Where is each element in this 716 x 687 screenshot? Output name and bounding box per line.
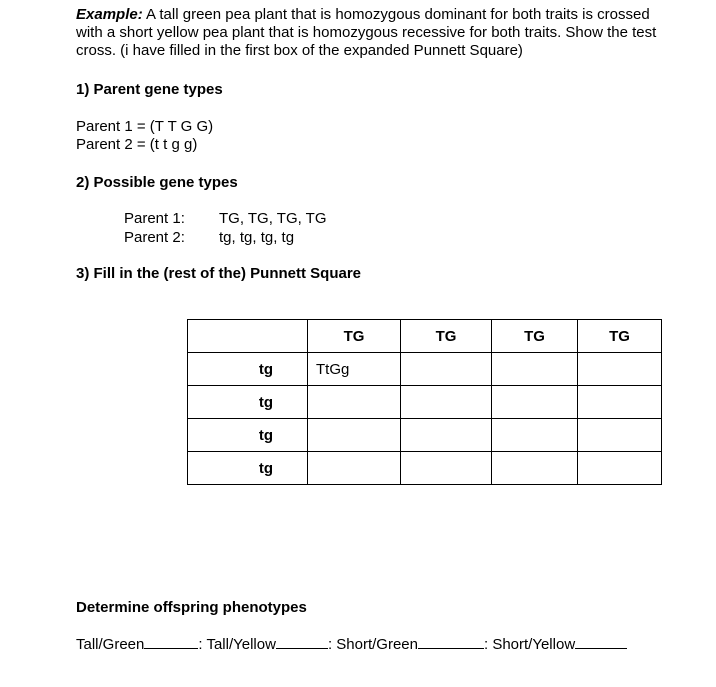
- punnett-cell[interactable]: [308, 419, 401, 452]
- punnett-square: [187, 319, 662, 485]
- section3-heading: 3) Fill in the (rest of the) Punnett Square: [76, 265, 362, 282]
- short-green-label: : Short/Green: [327, 636, 418, 653]
- phenotype-answers: [76, 635, 627, 654]
- punnett-corner-cell: [188, 320, 308, 353]
- section2-heading: 2) Possible gene types: [76, 174, 238, 191]
- punnett-col-header: TG: [578, 320, 662, 353]
- intro-line-2: with a short yellow pea plant that is homozygous recessive for both traits. Show the test: [76, 24, 657, 41]
- punnett-cell[interactable]: [401, 419, 492, 452]
- punnett-col-header: TG: [492, 320, 578, 353]
- punnett-cell[interactable]: [401, 452, 492, 485]
- punnett-row-header: tg: [188, 452, 308, 485]
- punnett-row-header: tg: [188, 353, 308, 386]
- intro-paragraph: [76, 6, 706, 60]
- punnett-header-row: [188, 320, 662, 353]
- punnett-row: [188, 386, 662, 419]
- short-yellow-blank[interactable]: [575, 635, 627, 649]
- punnett-cell[interactable]: [578, 353, 662, 386]
- parent1-gamete-label: Parent 1:: [124, 210, 185, 227]
- tall-green-blank[interactable]: [144, 635, 198, 649]
- intro-line-1: A tall green pea plant that is homozygous dominant for both traits is crossed: [142, 6, 650, 23]
- punnett-row-header: tg: [188, 419, 308, 452]
- section1-heading: 1) Parent gene types: [76, 81, 223, 98]
- punnett-cell[interactable]: [492, 353, 578, 386]
- punnett-cell[interactable]: [578, 452, 662, 485]
- tall-yellow-blank[interactable]: [276, 635, 328, 649]
- punnett-col-header: TG: [308, 320, 401, 353]
- punnett-cell[interactable]: [492, 386, 578, 419]
- short-green-blank[interactable]: [418, 635, 484, 649]
- parent2-genotype: Parent 2 = (t t g g): [76, 136, 198, 153]
- punnett-cell-filled: TtGg: [308, 353, 401, 386]
- punnett-row: [188, 353, 662, 386]
- punnett-row: [188, 452, 662, 485]
- parent2-gamete-label: Parent 2:: [124, 229, 185, 246]
- punnett-cell[interactable]: [492, 452, 578, 485]
- parent2-gametes: tg, tg, tg, tg: [219, 229, 295, 246]
- tall-green-label: Tall/Green: [76, 636, 145, 653]
- parent1-genotype: Parent 1 = (T T G G): [76, 118, 214, 135]
- punnett-cell[interactable]: [308, 386, 401, 419]
- punnett-col-header: TG: [401, 320, 492, 353]
- phenotypes-heading: Determine offspring phenotypes: [76, 599, 307, 616]
- short-yellow-label: : Short/Yellow: [483, 636, 576, 653]
- tall-yellow-label: : Tall/Yellow: [198, 636, 276, 653]
- intro-lead: Example:: [76, 6, 143, 23]
- punnett-row-header: tg: [188, 386, 308, 419]
- punnett-cell[interactable]: [401, 386, 492, 419]
- intro-line-3: cross. (i have filled in the first box of the expanded Punnett Square): [76, 42, 523, 59]
- punnett-cell[interactable]: [492, 419, 578, 452]
- punnett-row: [188, 419, 662, 452]
- punnett-cell[interactable]: [308, 452, 401, 485]
- parent1-gametes: TG, TG, TG, TG: [219, 210, 327, 227]
- punnett-cell[interactable]: [401, 353, 492, 386]
- punnett-cell[interactable]: [578, 419, 662, 452]
- punnett-cell[interactable]: [578, 386, 662, 419]
